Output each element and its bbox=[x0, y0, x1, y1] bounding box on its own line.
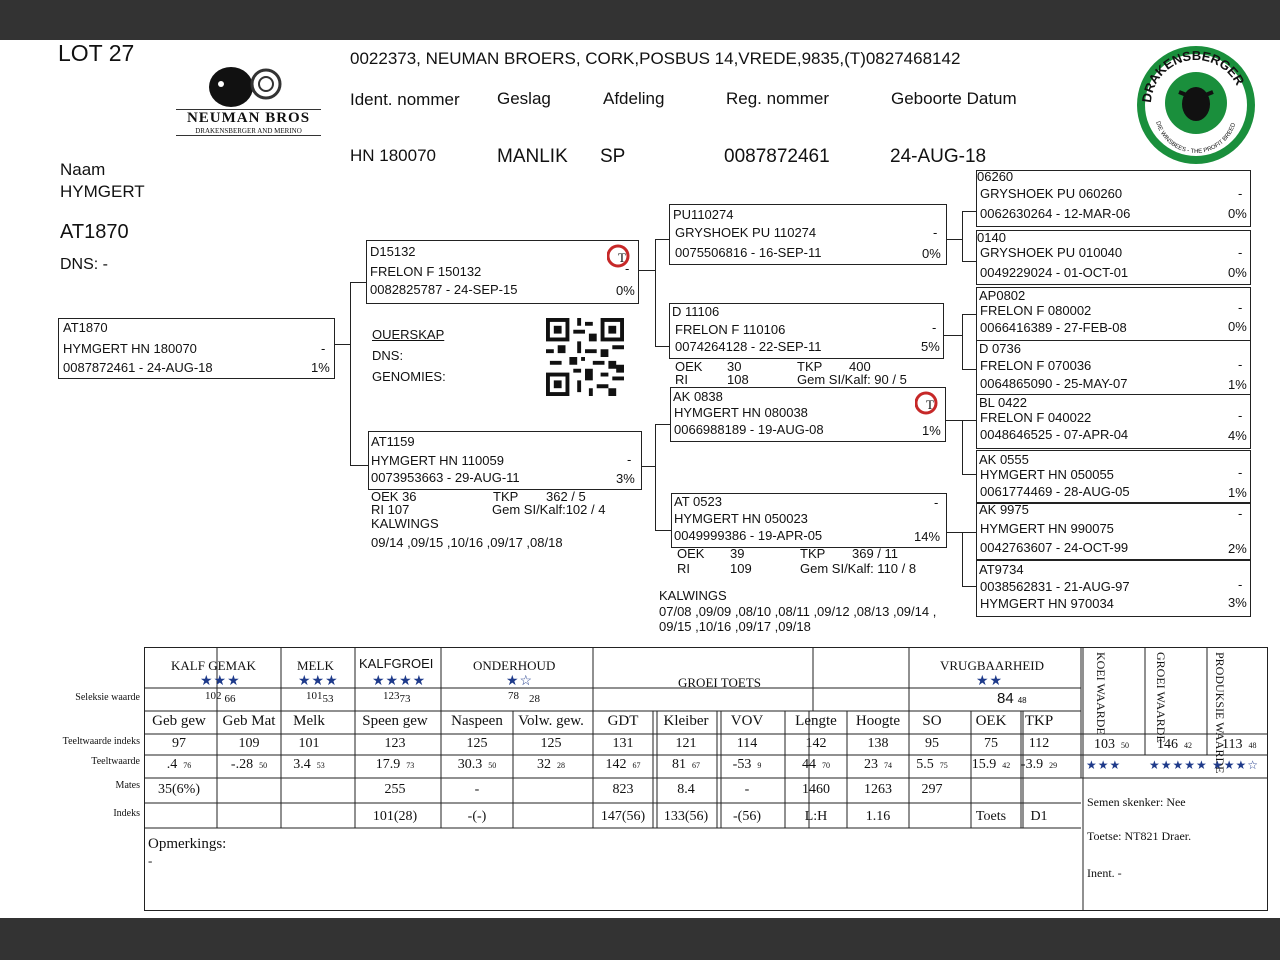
indeks2-cell: 133(56) bbox=[663, 809, 709, 824]
connector bbox=[962, 420, 976, 421]
code: AT1159 bbox=[371, 434, 415, 449]
group-melk: MELK bbox=[297, 658, 334, 673]
geslag-header: Geslag bbox=[497, 89, 551, 108]
sel-melk: 10153 bbox=[306, 690, 334, 705]
connector bbox=[943, 335, 962, 336]
side-indeks2: Indeks bbox=[113, 808, 140, 819]
reg: 0062630264 - 12-MAR-06 bbox=[980, 206, 1131, 221]
sd-gem: Gem SI/Kalf: 90 / 5 bbox=[797, 372, 907, 387]
groei-waarde-value: 146 42 bbox=[1157, 737, 1192, 752]
pedigree-gg-8[interactable] bbox=[976, 560, 1251, 617]
opmerkings-value: - bbox=[148, 853, 153, 868]
connector bbox=[655, 424, 656, 531]
code: AT 0523 bbox=[674, 494, 722, 509]
pct: 3% bbox=[1228, 595, 1247, 610]
pct: 0% bbox=[1228, 206, 1247, 221]
connector bbox=[962, 211, 963, 262]
pedigree-gg-6[interactable] bbox=[976, 450, 1251, 503]
connector bbox=[640, 466, 655, 467]
code: AK 0555 bbox=[979, 452, 1029, 467]
stars-melk: ★★★ bbox=[298, 674, 339, 689]
afdeling-header: Afdeling bbox=[603, 89, 665, 108]
pct: 0% bbox=[1228, 265, 1247, 280]
code: AK 0838 bbox=[673, 389, 723, 404]
code: AT1870 bbox=[63, 320, 108, 335]
code: AT9734 bbox=[979, 562, 1024, 577]
connector bbox=[962, 314, 976, 315]
teelt-cell: 32 28 bbox=[537, 757, 565, 772]
code: BL 0422 bbox=[979, 395, 1027, 410]
inent: Inent. - bbox=[1087, 866, 1122, 880]
dam-kalwings-label: KALWINGS bbox=[371, 516, 439, 531]
name: FRELON F 110106 bbox=[675, 322, 786, 337]
dd-oek: OEK bbox=[677, 546, 705, 561]
teelt-cell: 15.9 42 bbox=[971, 757, 1011, 772]
reg: 0049999386 - 19-APR-05 bbox=[674, 528, 823, 543]
bottom-bar bbox=[0, 918, 1280, 960]
geboorte-value: 24-AUG-18 bbox=[890, 146, 987, 167]
pct: 1% bbox=[311, 360, 330, 375]
pedigree-dam-dam[interactable] bbox=[671, 493, 947, 548]
group-groei-toets: GROEI TOETS bbox=[678, 675, 761, 690]
col-header: Kleiber bbox=[663, 713, 709, 729]
mates-cell: 297 bbox=[921, 782, 943, 797]
teelt-cell: 17.9 73 bbox=[375, 757, 415, 772]
pct: 2% bbox=[1228, 541, 1247, 556]
naam-value: HYMGERT bbox=[60, 182, 145, 201]
name: HYMGERT HN 180070 bbox=[63, 341, 197, 356]
drakensberger-ring-text bbox=[1137, 46, 1255, 164]
sel-vrugbaarheid: 84 48 bbox=[997, 690, 1027, 707]
stars-vrugbaarheid: ★★ bbox=[976, 674, 1004, 689]
pct: 14% bbox=[914, 529, 941, 544]
pct: 1% bbox=[922, 423, 941, 438]
mates-cell: 1263 bbox=[864, 782, 892, 797]
stars-kalf-gemak: ★★★ bbox=[200, 674, 241, 689]
dam-gem: Gem SI/Kalf:102 / 4 bbox=[492, 502, 606, 517]
afdeling-value: SP bbox=[600, 146, 626, 167]
indeks-cell: 97 bbox=[172, 736, 186, 751]
reg: 0087872461 - 24-AUG-18 bbox=[63, 360, 213, 375]
pedigree-gg-4[interactable] bbox=[976, 340, 1251, 395]
indeks2-cell: 101(28) bbox=[372, 809, 418, 824]
group-groei-waarde: GROEI WAARDE bbox=[1154, 652, 1168, 743]
connector bbox=[333, 344, 350, 345]
connector bbox=[962, 586, 976, 587]
dam-kalwings: 09/14 ,09/15 ,10/16 ,09/17 ,08/18 bbox=[371, 535, 563, 550]
mark: - bbox=[1238, 465, 1243, 480]
mates-cell: 1460 bbox=[802, 782, 830, 797]
lot-number: LOT 27 bbox=[58, 40, 135, 66]
indeks2-cell: D1 bbox=[1030, 809, 1048, 824]
svg-text:T: T bbox=[926, 397, 934, 412]
connector bbox=[945, 239, 962, 240]
sd-ri-value: 108 bbox=[727, 372, 749, 387]
col-header: Lengte bbox=[795, 713, 837, 729]
dd-kalwings-2: 09/15 ,10/16 ,09/17 ,09/18 bbox=[659, 619, 811, 634]
indeks-cell: 125 bbox=[540, 736, 562, 751]
reg: HYMGERT HN 970034 bbox=[980, 596, 1114, 611]
mates-cell: 35(6%) bbox=[158, 782, 200, 797]
col-header: VOV bbox=[730, 713, 764, 729]
connector bbox=[655, 530, 671, 531]
pct: 0% bbox=[1228, 319, 1247, 334]
mark: - bbox=[1238, 357, 1243, 372]
geslag-value: MANLIK bbox=[497, 146, 568, 167]
mark: - bbox=[1238, 577, 1243, 592]
group-koei-waarde: KOEI WAARDE bbox=[1094, 652, 1108, 735]
code: 06260 bbox=[977, 169, 1014, 184]
connector bbox=[962, 314, 963, 370]
bull-ram-icon bbox=[176, 62, 321, 112]
col-header: Hoogte bbox=[855, 713, 901, 729]
dd-oek-value: 39 bbox=[730, 546, 745, 561]
sd-tkp-value: 400 bbox=[849, 359, 871, 374]
reg-value: 0087872461 bbox=[724, 146, 830, 167]
indeks2-cell: Toets bbox=[975, 809, 1007, 824]
pedigree-gg-5[interactable] bbox=[976, 394, 1251, 449]
pct: 4% bbox=[1228, 428, 1247, 443]
code: PU110274 bbox=[673, 207, 734, 222]
sd-oek: OEK bbox=[675, 359, 703, 374]
mark: - bbox=[1238, 186, 1243, 201]
indeks-cell: 131 bbox=[612, 736, 634, 751]
pct: 1% bbox=[1228, 485, 1247, 500]
name: FRELON F 080002 bbox=[980, 303, 1092, 318]
name: 0038562831 - 21-AUG-97 bbox=[980, 579, 1130, 594]
side-mates: Mates bbox=[115, 780, 140, 791]
pedigree-gg-1[interactable] bbox=[976, 170, 1251, 227]
toetse: Toetse: NT821 Draer. bbox=[1087, 829, 1192, 843]
semen-skenker: Semen skenker: Nee bbox=[1087, 795, 1186, 809]
reg: 0075506816 - 16-SEP-11 bbox=[675, 245, 822, 260]
reg: 0073953663 - 29-AUG-11 bbox=[371, 470, 520, 485]
indeks-cell: 121 bbox=[675, 736, 697, 751]
pct: 3% bbox=[616, 471, 635, 486]
indeks-cell: 95 bbox=[925, 736, 939, 751]
code: D 0736 bbox=[979, 341, 1021, 356]
naam-label: Naam bbox=[60, 160, 106, 179]
teelt-cell: 23 74 bbox=[864, 757, 892, 772]
connector bbox=[962, 532, 976, 533]
dns-line: DNS: - bbox=[60, 256, 108, 273]
indeks2-cell: L:H bbox=[804, 809, 828, 824]
mark: - bbox=[1238, 408, 1243, 423]
dam-oek: OEK 36 bbox=[371, 489, 417, 504]
geboorte-header: Geboorte Datum bbox=[891, 89, 1017, 108]
col-header: Volw. gew. bbox=[518, 713, 584, 729]
top-bar bbox=[0, 0, 1280, 40]
ident-value: HN 180070 bbox=[350, 146, 437, 165]
col-header: GDT bbox=[607, 713, 639, 729]
indeks-cell: 109 bbox=[238, 736, 260, 751]
produksie-waarde-value: 113 48 bbox=[1222, 737, 1257, 752]
stars-onderhoud: ★☆ bbox=[506, 674, 534, 689]
pedigree-gg-7[interactable] bbox=[976, 503, 1251, 560]
genomic-test-icon bbox=[607, 243, 633, 269]
pedigree-sire-dam[interactable] bbox=[669, 303, 944, 359]
mates-cell: - bbox=[744, 782, 750, 797]
indeks2-cell: 1.16 bbox=[865, 809, 891, 824]
connector bbox=[655, 239, 669, 240]
reg: 0074264128 - 22-SEP-11 bbox=[675, 339, 822, 354]
ouerskap-genomies: GENOMIES: bbox=[372, 369, 446, 384]
opmerkings-label: Opmerkings: bbox=[148, 836, 227, 852]
genomic-test-icon bbox=[915, 390, 941, 416]
col-header: TKP bbox=[1024, 713, 1054, 729]
connector bbox=[962, 532, 963, 587]
name: HYMGERT HN 050023 bbox=[674, 511, 808, 526]
reg: 0049229024 - 01-OCT-01 bbox=[980, 265, 1129, 280]
indeks-cell: 101 bbox=[298, 736, 320, 751]
code: AK 9975 bbox=[979, 502, 1029, 517]
code: 0140 bbox=[977, 230, 1006, 245]
dam-ri: RI 107 bbox=[371, 502, 410, 517]
teelt-cell: -3.9 29 bbox=[1020, 757, 1058, 772]
mark: - bbox=[1238, 506, 1243, 521]
mark: - bbox=[1238, 245, 1243, 260]
reg: 0082825787 - 24-SEP-15 bbox=[370, 282, 518, 297]
pct: 0% bbox=[922, 246, 941, 261]
connector bbox=[945, 532, 962, 533]
reg: 0066416389 - 27-FEB-08 bbox=[980, 320, 1127, 335]
teelt-cell: 3.4 53 bbox=[293, 757, 325, 772]
animal-code: AT1870 bbox=[60, 221, 129, 243]
svg-text:DIE WINSBEES - THE PROFIT BREE: DIE WINSBEES - THE PROFIT BREED bbox=[1154, 120, 1238, 155]
side-teeltwaarde: Teeltwaarde bbox=[91, 756, 140, 767]
side-seleksie: Seleksie waarde bbox=[75, 692, 140, 703]
col-header: Speen gew bbox=[362, 713, 428, 729]
name: HYMGERT HN 110059 bbox=[371, 453, 504, 468]
indeks-cell: 123 bbox=[384, 736, 406, 751]
name: GRYSHOEK PU 110274 bbox=[675, 225, 817, 240]
neuman-tag: DRAKENSBERGER AND MERINO bbox=[195, 127, 302, 135]
col-header: Naspeen bbox=[451, 713, 503, 729]
pedigree-gg-2[interactable] bbox=[976, 230, 1251, 285]
connector bbox=[962, 420, 963, 475]
name: HYMGERT HN 080038 bbox=[674, 405, 808, 420]
connector bbox=[945, 420, 962, 421]
dd-ri: RI bbox=[677, 561, 690, 576]
code: AP0802 bbox=[979, 288, 1026, 303]
connector bbox=[350, 282, 351, 466]
reg-header: Reg. nommer bbox=[726, 89, 829, 108]
mates-cell: 255 bbox=[384, 782, 406, 797]
sel-kalfgroei: 12373 bbox=[383, 690, 411, 705]
connector bbox=[655, 239, 656, 347]
teelt-cell: -53 9 bbox=[732, 757, 762, 772]
stars-kalfgroei: ★★★★ bbox=[372, 674, 427, 689]
code: D 11106 bbox=[672, 304, 720, 319]
teelt-cell: 30.3 50 bbox=[457, 757, 497, 772]
mark: - bbox=[933, 225, 938, 240]
connector bbox=[637, 270, 655, 271]
mark: - bbox=[625, 261, 630, 276]
teelt-cell: 81 67 bbox=[672, 757, 700, 772]
indeks-cell: 75 bbox=[984, 736, 998, 751]
name: HYMGERT HN 990075 bbox=[980, 521, 1114, 536]
teelt-cell: -.28 50 bbox=[230, 757, 268, 772]
dd-kalwings-1: 07/08 ,09/09 ,08/10 ,08/11 ,09/12 ,08/13 ,09/14 , bbox=[659, 604, 937, 619]
mark: - bbox=[934, 495, 939, 510]
mark: - bbox=[932, 320, 937, 335]
teelt-cell: 44 70 bbox=[802, 757, 830, 772]
name: GRYSHOEK PU 060260 bbox=[980, 186, 1123, 201]
dam-tkp-value: 362 / 5 bbox=[546, 489, 586, 504]
neuman-name: NEUMAN BROS bbox=[186, 110, 311, 126]
group-onderhoud: ONDERHOUD bbox=[473, 658, 556, 673]
col-header: OEK bbox=[975, 713, 1007, 729]
name: FRELON F 070036 bbox=[980, 358, 1092, 373]
reg: 0042763607 - 24-OCT-99 bbox=[980, 540, 1129, 555]
indeks-cell: 138 bbox=[867, 736, 889, 751]
mark: - bbox=[1238, 300, 1243, 315]
ouerskap-dns: DNS: bbox=[372, 348, 404, 363]
teelt-cell: 142 67 bbox=[605, 757, 641, 772]
ident-header: Ident. nommer bbox=[350, 90, 460, 109]
svg-text:DRAKENSBERGER: DRAKENSBERGER bbox=[1138, 47, 1248, 104]
code: D15132 bbox=[370, 244, 416, 259]
dd-gem: Gem SI/Kalf: 110 / 8 bbox=[800, 561, 917, 576]
neuman-bros-logo bbox=[176, 62, 321, 142]
breeder-line: 0022373, NEUMAN BROERS, CORK,POSBUS 14,VREDE,9835,(T)0827468142 bbox=[350, 49, 961, 68]
reg: 0048646525 - 07-APR-04 bbox=[980, 427, 1129, 442]
teelt-cell: .4 76 bbox=[166, 757, 192, 772]
sel-onderhoud: 78 28 bbox=[508, 690, 540, 705]
connector bbox=[962, 211, 976, 212]
connector bbox=[350, 282, 366, 283]
dd-kalwings-label: KALWINGS bbox=[659, 588, 727, 603]
name: GRYSHOEK PU 010040 bbox=[980, 245, 1123, 260]
dam-tkp: TKP bbox=[493, 489, 519, 504]
drakensberger-logo bbox=[1137, 46, 1255, 164]
group-kalf-gemak: KALF GEMAK bbox=[171, 658, 256, 673]
sd-ri: RI bbox=[675, 372, 688, 387]
pedigree-sire-sire[interactable] bbox=[669, 204, 947, 265]
koei-waarde-stars: ★★★ bbox=[1086, 758, 1122, 772]
pedigree-gg-3[interactable] bbox=[976, 287, 1251, 342]
indeks2-cell: -(56) bbox=[733, 809, 761, 824]
sd-tkp: TKP bbox=[797, 359, 823, 374]
dd-ri-value: 109 bbox=[730, 561, 752, 576]
dd-tkp-value: 369 / 11 bbox=[852, 546, 899, 561]
reg: 0064865090 - 25-MAY-07 bbox=[980, 376, 1128, 391]
connector bbox=[962, 369, 976, 370]
connector bbox=[350, 465, 369, 466]
connector bbox=[962, 261, 976, 262]
group-produksie-waarde: PRODUKSIE WAARDE bbox=[1213, 652, 1227, 774]
mates-cell: 8.4 bbox=[677, 782, 695, 797]
indeks-cell: 114 bbox=[736, 736, 758, 751]
dd-tkp: TKP bbox=[800, 546, 826, 561]
pct: 5% bbox=[921, 339, 940, 354]
indeks-cell: 142 bbox=[805, 736, 827, 751]
col-header: Melk bbox=[293, 713, 325, 729]
connector bbox=[655, 424, 670, 425]
col-header: Geb Mat bbox=[222, 713, 276, 729]
name: HYMGERT HN 050055 bbox=[980, 467, 1114, 482]
pct: 0% bbox=[616, 283, 635, 298]
ouerskap-title: OUERSKAP bbox=[372, 327, 445, 342]
group-vrugbaarheid: VRUGBAARHEID bbox=[940, 658, 1044, 673]
koei-waarde-value: 103 50 bbox=[1094, 737, 1129, 752]
groei-waarde-stars: ★★★★★ bbox=[1149, 758, 1208, 772]
group-kalfgroei: KALFGROEI bbox=[359, 656, 434, 671]
mark: - bbox=[627, 452, 632, 467]
pct: 1% bbox=[1228, 377, 1247, 392]
teelt-cell: 5.5 75 bbox=[916, 757, 948, 772]
mark: - bbox=[321, 341, 326, 356]
mates-cell: 823 bbox=[612, 782, 634, 797]
qr-code-icon[interactable] bbox=[545, 318, 625, 396]
name: FRELON F 150132 bbox=[370, 264, 482, 279]
indeks2-cell: -(-) bbox=[467, 809, 487, 824]
sd-oek-value: 30 bbox=[727, 359, 742, 374]
side-indeks: Teeltwaarde indeks bbox=[62, 736, 140, 747]
sel-kalf-gemak: 102 66 bbox=[205, 690, 236, 705]
mates-cell: - bbox=[474, 782, 480, 797]
pedigree-sire[interactable] bbox=[366, 240, 639, 304]
reg: 0066988189 - 19-AUG-08 bbox=[674, 422, 824, 437]
reg: 0061774469 - 28-AUG-05 bbox=[980, 484, 1130, 499]
name: FRELON F 040022 bbox=[980, 410, 1092, 425]
col-header: SO bbox=[922, 713, 942, 729]
pedigree-dam[interactable] bbox=[368, 431, 642, 490]
indeks2-cell: 147(56) bbox=[600, 809, 646, 824]
col-header: Geb gew bbox=[152, 713, 206, 729]
produksie-waarde-stars: ★★★☆ bbox=[1212, 758, 1260, 772]
indeks-cell: 112 bbox=[1028, 736, 1050, 751]
indeks-cell: 125 bbox=[466, 736, 488, 751]
connector bbox=[962, 474, 976, 475]
pedigree-subject[interactable] bbox=[58, 318, 335, 379]
svg-text:T: T bbox=[618, 250, 626, 265]
pedigree-dam-sire[interactable] bbox=[670, 387, 946, 442]
